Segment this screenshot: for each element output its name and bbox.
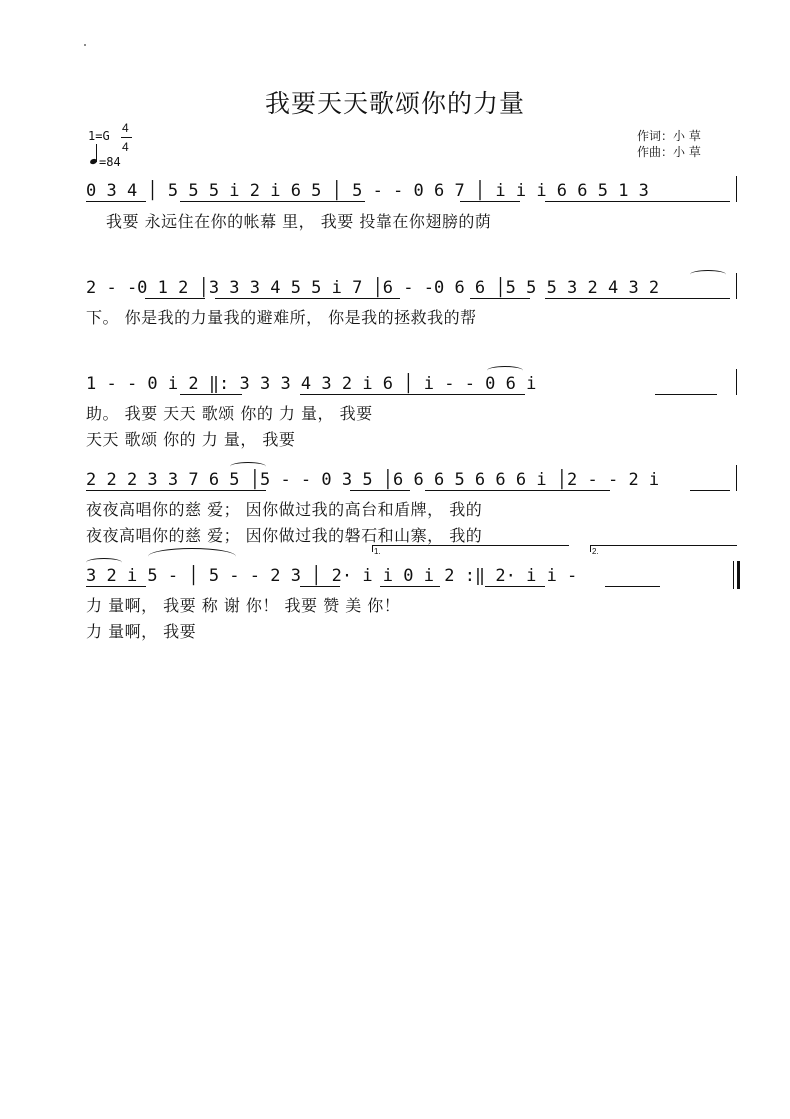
barline [736,176,737,202]
second-ending-number: 2. [592,547,599,556]
lyrics-line: 力 量啊， 我要 称 谢 你！ 我要 赞 美 你！ [86,596,401,615]
beam-underline [655,394,717,395]
beam-underline [215,298,400,299]
key-signature: 1=G [88,129,110,143]
notation-row-4 [86,470,659,490]
beam-underline [86,201,146,202]
lyrics-line: 夜夜高唱你的慈 爱； 因你做过我的磐石和山寨， 我的 [86,526,483,545]
beam-underline [485,586,545,587]
slur [487,366,523,375]
notation-text: 1 - - 0 i 2 ‖: 3 3 3 4 3 2 i 6 │ i - - 0 6 i [86,374,537,394]
slur [86,558,122,567]
beam-underline [460,201,520,202]
beam-underline [145,298,205,299]
song-title: 我要天天歌颂你的力量 [264,89,525,118]
beam-underline [425,490,610,491]
beam-underline [86,490,266,491]
beam-underline [545,298,730,299]
lyrics-line: 下。 你是我的力量我的避难所， 你是我的拯救我的帮 [86,308,477,327]
lyrics-row-5-verse-2 [86,619,196,642]
beam-underline [300,586,340,587]
beam-underline [380,586,440,587]
barline [736,273,737,299]
lyrics-line: 天天 歌颂 你的 力 量， 我要 [86,430,296,449]
second-ending-bracket [590,545,737,552]
lyrics-line: 我要 永远住在你的帐幕 里， 我要 投靠在你翅膀的荫 [106,212,492,231]
notation-text: 2 - -0 1 2 │3 3 3 4 5 5 i 7 │6 - -0 6 6 │5 5 5 3 2 4 3 2 [86,278,660,298]
final-barline-thick [737,561,740,589]
time-signature-denominator: 4 [122,140,129,154]
lyrics-row-1 [106,209,491,232]
composer-credit: 作曲：小 草 [637,145,701,159]
lyrics-row-4-verse-1 [86,497,482,520]
notation-text: 0 3 4 │ 5 5 5 i 2 i 6 5 │ 5 - - 0 6 7 │ i i i 6 6 5 1 3 [86,181,649,201]
lyricist-credit: 作词：小 草 [637,129,701,143]
barline [736,369,737,395]
slur [230,462,266,471]
beam-underline [180,394,242,395]
first-ending-number: 1. [374,547,381,556]
beam-underline [545,201,730,202]
time-signature-line [121,137,132,138]
slur [148,548,236,565]
beam-underline [350,490,410,491]
notation-row-1 [86,181,649,201]
beam-underline [300,394,525,395]
beam-underline [690,490,730,491]
notation-row-3 [86,374,536,394]
beam-underline [86,586,146,587]
lyrics-line: 夜夜高唱你的慈 爱； 因你做过我的高台和盾牌， 我的 [86,500,483,519]
beam-underline [605,586,660,587]
time-signature-numerator: 4 [122,121,129,135]
lyrics-row-3-verse-2 [86,427,295,450]
notation-text: 3 2 i 5 - │ 5 - - 2 3 │ 2· i i 0 i 2 :‖ 2· i i - [86,566,578,586]
tempo-marking: =84 [99,155,121,169]
lyrics-line: 力 量啊， 我要 [86,622,197,641]
lyrics-row-4-verse-2 [86,523,482,546]
barline [736,465,737,491]
notation-row-5 [86,566,577,586]
notation-row-2 [86,278,659,298]
slur [690,270,726,279]
final-barline-thin [733,561,734,589]
first-ending-bracket [372,545,569,552]
notation-text: 2 2 2 3 3 7 6 5 │5 - - 0 3 5 │6 6 6 5 6 6 6 i │2 - - 2 i [86,470,660,490]
beam-underline [470,298,530,299]
corner-mark [84,44,86,46]
beam-underline [180,201,365,202]
quarter-note-head-icon [89,158,97,165]
lyrics-row-5-verse-1 [86,593,400,616]
lyrics-row-3-verse-1 [86,401,373,424]
lyrics-row-2 [86,305,477,328]
lyrics-line: 助。 我要 天天 歌颂 你的 力 量， 我要 [86,404,373,423]
